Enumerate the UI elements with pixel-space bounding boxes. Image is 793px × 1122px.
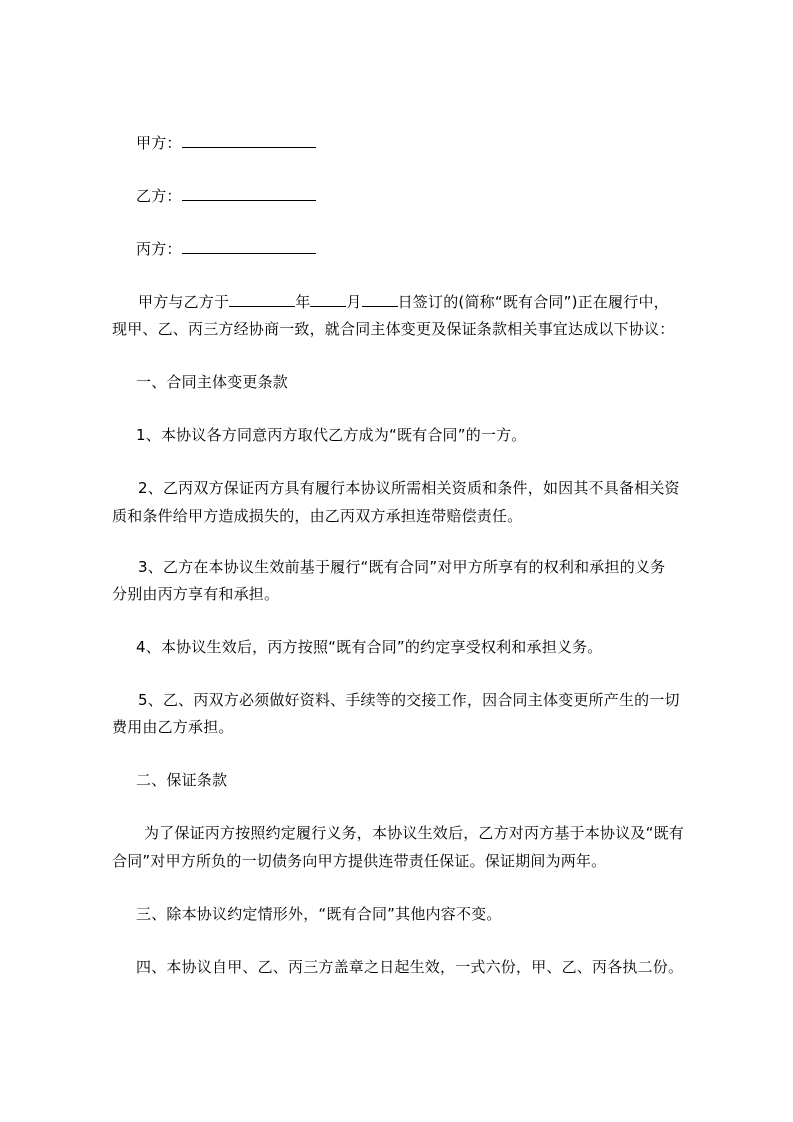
clause-3-line-1: 3、乙方在本协议生效前基于履行“既有合同”对甲方所享有的权利和承担的义务	[138, 558, 666, 576]
preamble-line-2: 现甲、乙、丙三方经协商一致，就合同主体变更及保证条款相关事宜达成以下协议：	[112, 320, 675, 338]
section-3: 三、除本协议约定情形外，“既有合同”其他内容不变。	[136, 905, 502, 923]
preamble-part2: 日签订的(简称“既有合同”)正在履行中，	[397, 293, 669, 311]
clause-5-line-2: 费用由乙方承担。	[112, 718, 234, 736]
clause-5-line-1: 5、乙、丙双方必须做好资料、手续等的交接工作，因合同主体变更所产生的一切	[138, 691, 680, 709]
party-b-label: 乙方：	[136, 187, 182, 205]
party-c-line	[136, 239, 316, 258]
clause-2-line-2: 质和条件给甲方造成损失的，由乙丙双方承担连带赔偿责任。	[112, 507, 523, 525]
preamble-part1: 甲方与乙方于	[138, 293, 230, 311]
party-a-line	[136, 133, 316, 152]
year-blank	[229, 292, 295, 307]
party-b-line	[136, 186, 316, 205]
clause-1: 1、本协议各方同意丙方取代乙方成为“既有合同”的一方。	[136, 426, 527, 444]
section-2-heading: 二、保证条款	[136, 771, 228, 789]
preamble-year: 年	[295, 293, 311, 311]
party-c-blank	[182, 239, 316, 254]
clause-3-line-2: 分别由丙方享有和承担。	[112, 585, 280, 603]
clause-4: 4、本协议生效后，丙方按照“既有合同”的约定享受权利和承担义务。	[136, 638, 603, 656]
day-blank	[362, 292, 398, 307]
party-b-blank	[182, 186, 316, 201]
section-1-heading: 一、合同主体变更条款	[136, 373, 289, 391]
month-blank	[310, 292, 346, 307]
section-4: 四、本协议自甲、乙、丙三方盖章之日起生效，一式六份，甲、乙、丙各执二份。	[136, 958, 684, 976]
section-2-line-1: 为了保证丙方按照约定履行义务，本协议生效后，乙方对丙方基于本协议及“既有	[144, 824, 684, 842]
preamble-line-1	[138, 292, 669, 311]
party-a-blank	[182, 133, 316, 148]
clause-2-line-1: 2、乙丙双方保证丙方具有履行本协议所需相关资质和条件，如因其不具备相关资	[138, 479, 680, 497]
preamble-month: 月	[346, 293, 362, 311]
party-a-label: 甲方：	[136, 134, 182, 152]
party-c-label: 丙方：	[136, 240, 182, 258]
section-2-line-2: 合同”对甲方所负的一切债务向甲方提供连带责任保证。保证期间为两年。	[112, 852, 607, 870]
